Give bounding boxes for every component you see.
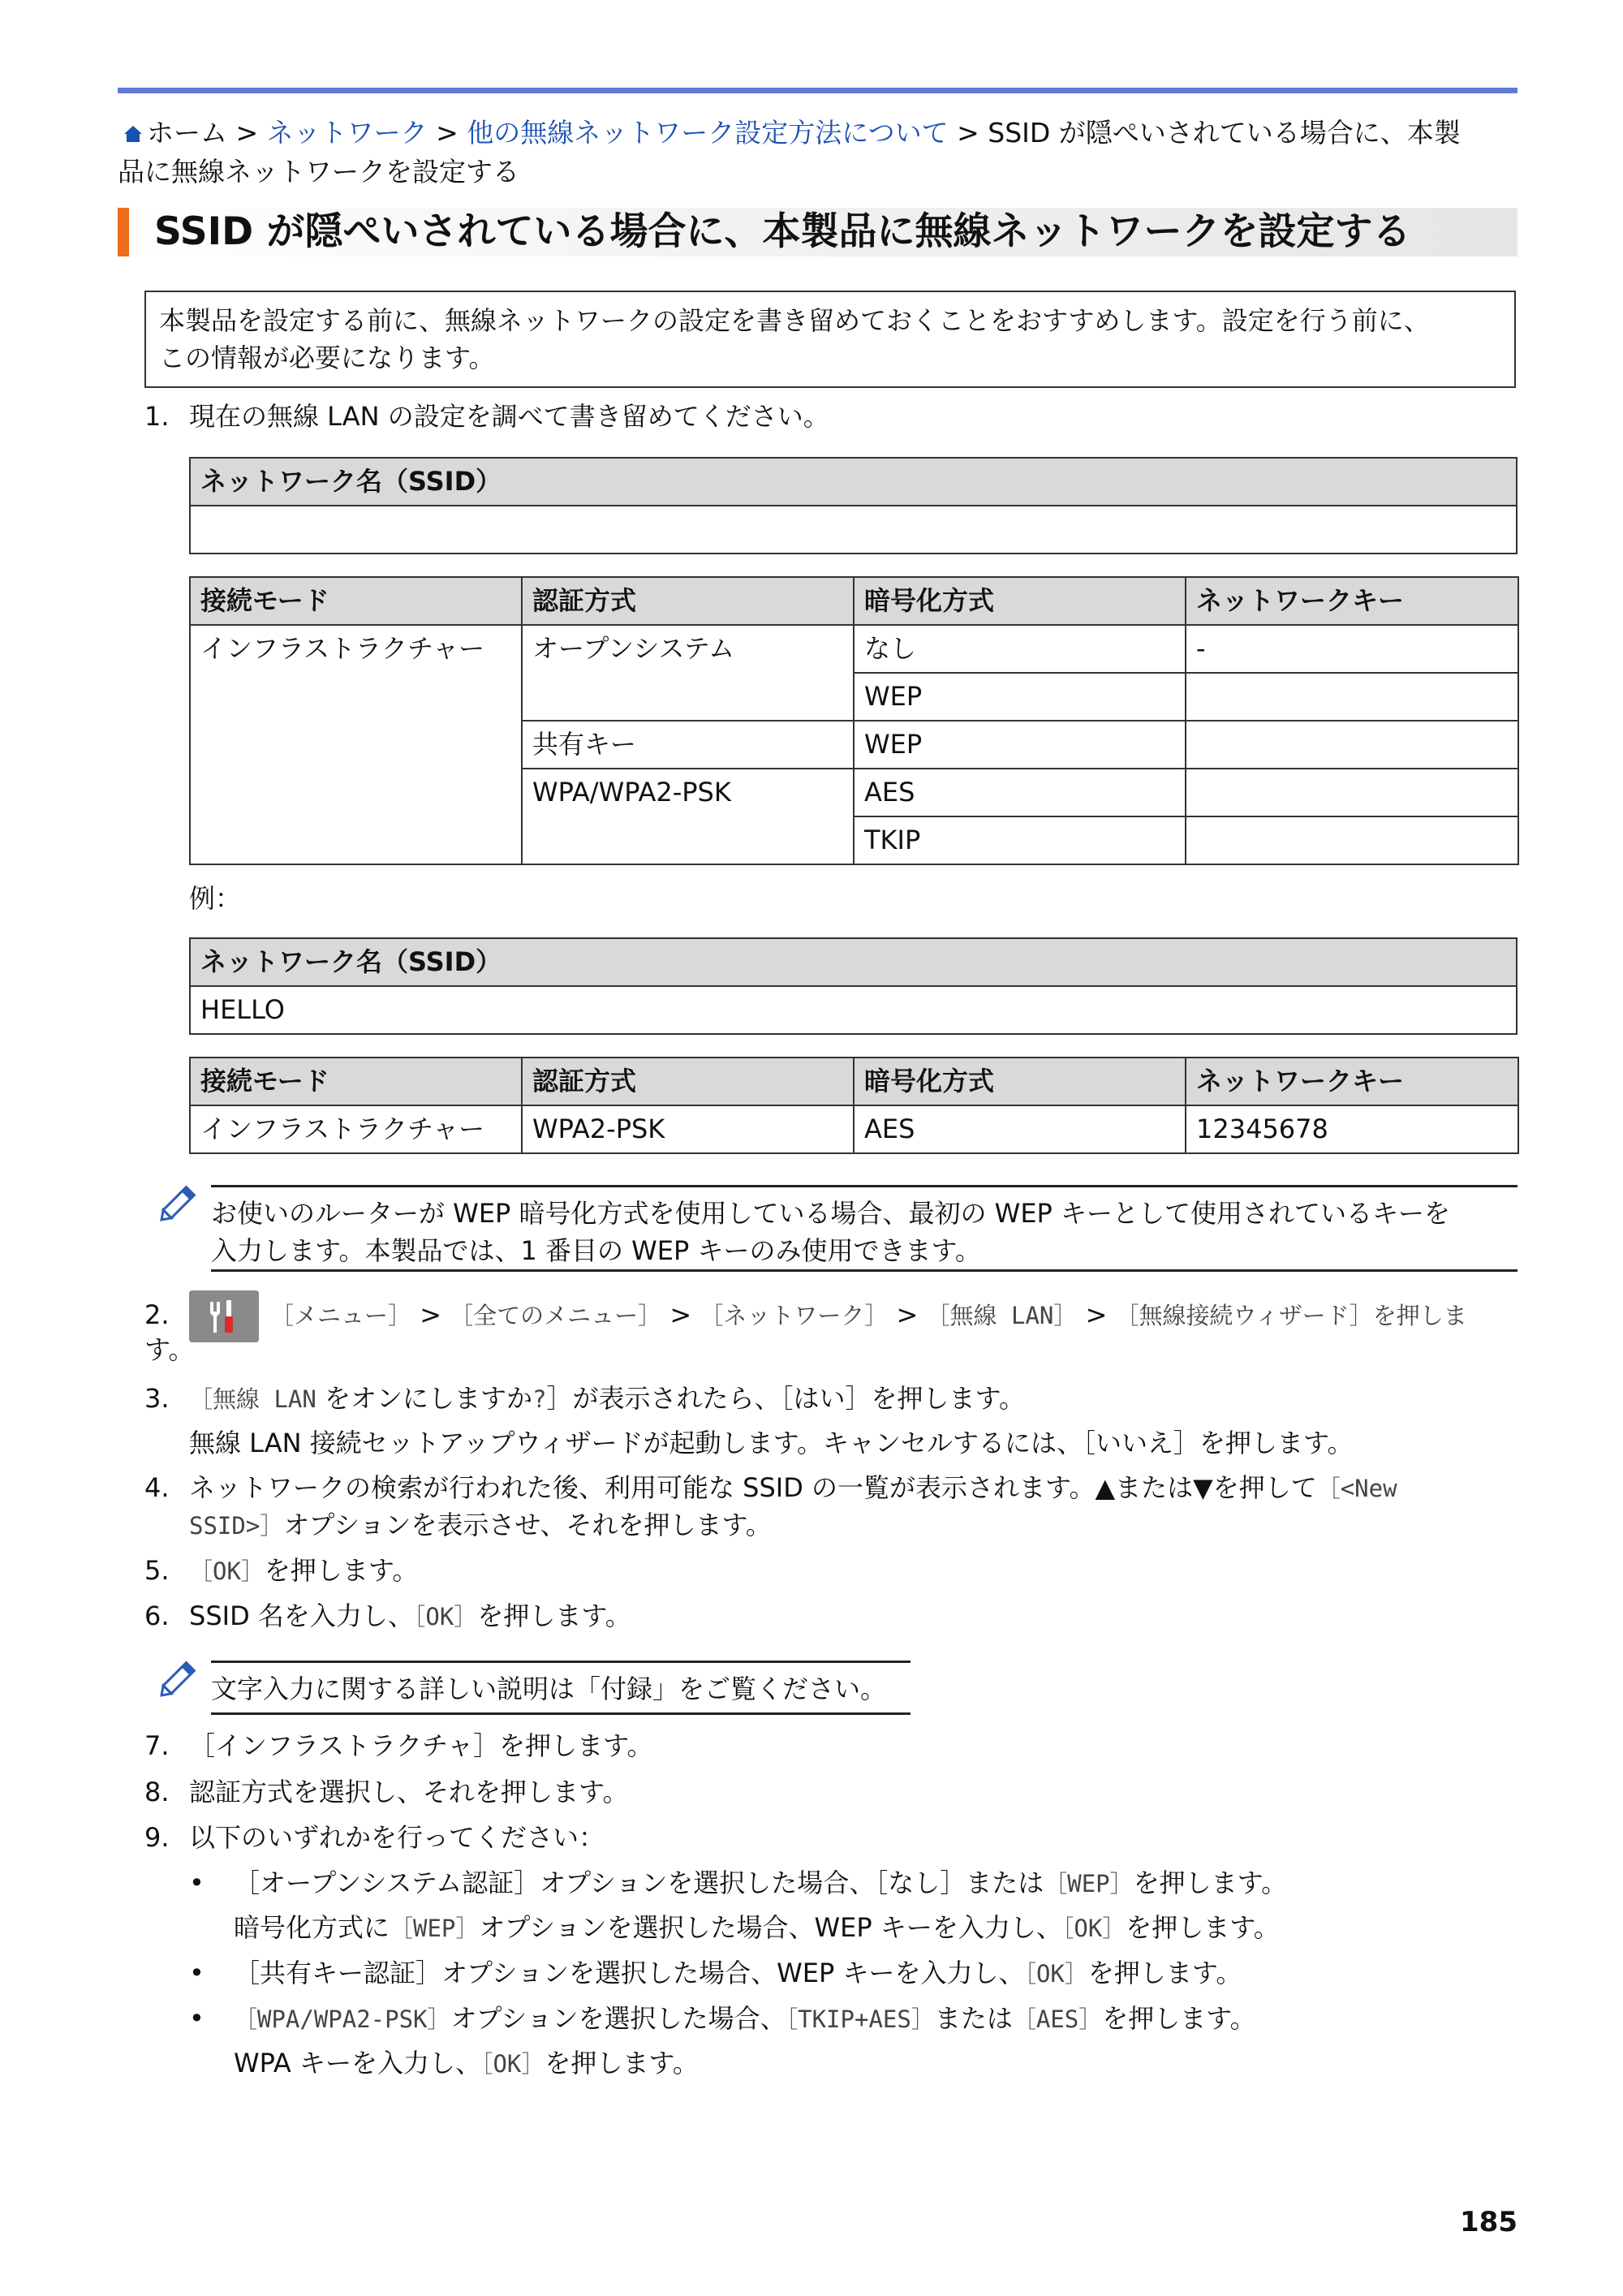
example-ssid-value: HELLO xyxy=(190,986,1517,1034)
page-number: 185 xyxy=(1460,2206,1518,2238)
col-header-auth: 認証方式 xyxy=(522,577,854,625)
ssid-value xyxy=(190,506,1517,554)
breadcrumb xyxy=(118,114,1518,192)
intro-note-line1: 本製品を設定する前に、無線ネットワークの設定を書き留めておくことをおすすめします。設定を行う前に、 xyxy=(159,305,1430,336)
ok-button-label[interactable]: ［OK］ xyxy=(1024,1960,1088,1988)
step-1 xyxy=(144,398,829,435)
tip-line1: お使いのルーターが WEP 暗号化方式を使用している場合、最初の WEP キーとして使用されているキーを xyxy=(211,1198,1451,1229)
all-menu-label[interactable]: ［全てのメニュー］ xyxy=(450,1302,662,1329)
wlan-menu-a: ［無線 xyxy=(926,1302,1011,1329)
step5-b: を押します。 xyxy=(264,1555,419,1586)
bullet-3 xyxy=(189,2000,1256,2038)
col-header-auth: 認証方式 xyxy=(522,1058,854,1105)
intro-note xyxy=(144,291,1516,388)
step3-c: をオンにしますか xyxy=(316,1383,533,1414)
step-3-detail: 無線 LAN 接続セットアップウィザードが起動します。キャンセルするには、［いいえ］を押します。 xyxy=(189,1428,1354,1458)
wep-option[interactable]: ［WEP］ xyxy=(1044,1870,1134,1898)
tkip-aes-option[interactable]: ［TKIP+AES］ xyxy=(786,2005,935,2033)
wpa-option[interactable]: ［WPA/WPA2-PSK］ xyxy=(234,2005,451,2033)
step-number: 8. xyxy=(144,1777,170,1807)
step-number: 6. xyxy=(144,1600,170,1631)
page-title: SSID が隠ぺいされている場合に、本製品に無線ネットワークを設定する xyxy=(154,209,1411,254)
cell-key xyxy=(1186,721,1518,769)
bullet1-a: ［オープンシステム認証］オプションを選択した場合、［なし］または xyxy=(234,1867,1044,1898)
step-text: ［インフラストラクチャ］を押します。 xyxy=(189,1730,653,1761)
tip-rule-bottom xyxy=(211,1712,911,1715)
cell-key xyxy=(1186,673,1518,721)
menu-sep: > xyxy=(1077,1299,1116,1330)
tip-rule-top xyxy=(211,1661,911,1663)
bullet1-l2c: オプションを選択した場合、WEP キーを入力し、 xyxy=(479,1912,1062,1943)
step-number: 1. xyxy=(144,401,170,432)
bullet3-f: を押します。 xyxy=(1102,2003,1256,2034)
header-rule xyxy=(118,88,1518,93)
bullet3-b: オプションを選択した場合、 xyxy=(450,2003,786,2034)
step-3 xyxy=(144,1380,1025,1418)
settings-menu-icon[interactable] xyxy=(189,1290,259,1342)
cell-enc: TKIP xyxy=(854,816,1186,864)
step3-b: LAN xyxy=(273,1385,316,1413)
step-2-cont: す。 xyxy=(144,1334,195,1365)
step4-a: ネットワークの検索が行われた後、利用可能な SSID の一覧が表示されます。▲または▼を押して xyxy=(189,1472,1317,1503)
cell-enc: WEP xyxy=(854,673,1186,721)
breadcrumb-link-network[interactable]: ネットワーク xyxy=(266,117,428,149)
menu-sep: > xyxy=(661,1299,700,1330)
cell-enc: なし xyxy=(854,625,1186,673)
bullet2-a: ［共有キー認証］オプションを選択した場合、WEP キーを入力し、 xyxy=(234,1958,1025,1988)
step-text: 現在の無線 LAN の設定を調べて書き留めてください。 xyxy=(189,401,829,432)
step3-a: ［無線 xyxy=(189,1385,274,1413)
ok-button-label[interactable]: ［OK］ xyxy=(413,1603,478,1630)
step-4-cont xyxy=(189,1506,772,1544)
step-7 xyxy=(144,1727,653,1764)
breadcrumb-sep: > xyxy=(427,117,467,149)
pencil-icon xyxy=(153,1175,206,1229)
step-2 xyxy=(144,1290,1467,1342)
bullet-1-cont xyxy=(234,1909,1280,1947)
cell-key xyxy=(1186,769,1518,816)
col-header-enc: 暗号化方式 xyxy=(854,577,1186,625)
step-number: 2. xyxy=(144,1299,170,1330)
wlan-menu-b: LAN xyxy=(1010,1302,1054,1329)
col-header-key: ネットワークキー xyxy=(1186,577,1518,625)
step3-d: ? xyxy=(532,1385,547,1413)
pencil-icon xyxy=(153,1651,206,1704)
menu-button-label[interactable]: ［メニュー］ xyxy=(270,1302,412,1329)
ok-button-label[interactable]: ［OK］ xyxy=(480,2050,545,2078)
tip-note: 文字入力に関する詳しい説明は「付録」をご覧ください。 xyxy=(211,1674,887,1704)
cell-key xyxy=(1186,816,1518,864)
bullet3-l2c: を押します。 xyxy=(545,2048,699,2078)
ok-button-label[interactable]: ［OK］ xyxy=(1061,1915,1126,1942)
bullet3-l2a: WPA キーを入力し、 xyxy=(234,2048,481,2078)
step-6 xyxy=(144,1597,631,1635)
step-9 xyxy=(144,1819,605,1856)
col-header-enc: 暗号化方式 xyxy=(854,1058,1186,1105)
cell-enc: AES xyxy=(854,1105,1186,1153)
bullet-2 xyxy=(189,1954,1242,1992)
breadcrumb-sep: > xyxy=(227,117,267,149)
menu-sep: > xyxy=(888,1299,927,1330)
tip-rule-top xyxy=(211,1185,1518,1187)
cell-mode: インフラストラクチャー xyxy=(190,625,522,864)
new-ssid-option[interactable]: ［<New xyxy=(1316,1475,1397,1502)
ssid-table xyxy=(189,457,1518,554)
step-number: 3. xyxy=(144,1383,170,1414)
breadcrumb-sep: > xyxy=(948,117,988,149)
wlan-menu-c: ］ xyxy=(1053,1302,1078,1329)
title-accent xyxy=(118,208,129,256)
breadcrumb-current: SSID が隠ぺいされている場合に、本製 xyxy=(988,117,1461,149)
breadcrumb-home[interactable]: ホーム xyxy=(147,117,227,149)
step-5 xyxy=(144,1552,418,1590)
cell-key: 12345678 xyxy=(1186,1105,1518,1153)
step-number: 5. xyxy=(144,1555,170,1586)
step6-a: SSID 名を入力し、 xyxy=(189,1600,414,1631)
cell-enc: WEP xyxy=(854,721,1186,769)
breadcrumb-current-cont: 品に無線ネットワークを設定する xyxy=(118,156,519,187)
wlan-menu-label[interactable] xyxy=(927,1302,1078,1329)
step-number: 9. xyxy=(144,1822,170,1853)
bullet-dot: • xyxy=(189,2003,204,2034)
step4-d: オプションを表示させ、それを押します。 xyxy=(283,1510,772,1540)
aes-option[interactable]: ［AES］ xyxy=(1012,2005,1103,2033)
intro-note-line2: この情報が必要になります。 xyxy=(159,342,495,373)
bullet1-c: を押します。 xyxy=(1133,1867,1288,1898)
ok-button-label[interactable]: ［OK］ xyxy=(189,1557,265,1585)
cell-key: - xyxy=(1186,625,1518,673)
menu-sep: > xyxy=(411,1299,450,1330)
bullet3-d: または xyxy=(934,2003,1013,2034)
tip-note xyxy=(211,1195,1450,1269)
example-ssid-header: ネットワーク名（SSID） xyxy=(190,938,1517,986)
bullet-3-cont xyxy=(234,2044,699,2083)
step-number: 7. xyxy=(144,1730,170,1761)
col-header-mode: 接続モード xyxy=(190,1058,522,1105)
bullet-1 xyxy=(189,1864,1287,1902)
bullet-dot: • xyxy=(189,1867,204,1898)
step-8 xyxy=(144,1773,628,1811)
col-header-mode: 接続モード xyxy=(190,577,522,625)
bullet1-l2e: を押します。 xyxy=(1126,1912,1280,1943)
new-ssid-option-cont[interactable]: SSID>］ xyxy=(189,1512,284,1540)
example-mode-table xyxy=(189,1057,1519,1154)
wizard-menu-label[interactable]: ［無線接続ウィザード］を押しま xyxy=(1115,1302,1467,1329)
example-ssid-table xyxy=(189,937,1518,1035)
cell-auth-wpa: WPA/WPA2-PSK xyxy=(522,769,854,864)
step-text: 認証方式を選択し、それを押します。 xyxy=(189,1777,629,1807)
ssid-header: ネットワーク名（SSID） xyxy=(190,458,1517,506)
network-menu-label[interactable]: ［ネットワーク］ xyxy=(700,1302,889,1329)
cell-auth-shared: 共有キー xyxy=(522,721,854,769)
bullet-dot: • xyxy=(189,1958,204,1988)
cell-auth: WPA2-PSK xyxy=(522,1105,854,1153)
cell-mode: インフラストラクチャー xyxy=(190,1105,522,1153)
cell-enc: AES xyxy=(854,769,1186,816)
mode-table xyxy=(189,576,1519,865)
bullet1-l2a: 暗号化方式に xyxy=(234,1912,390,1943)
tip-line2: 入力します。本製品では、1 番目の WEP キーのみ使用できます。 xyxy=(211,1235,981,1266)
example-label: 例： xyxy=(189,883,242,914)
bullet2-c: を押します。 xyxy=(1087,1958,1242,1988)
step-4 xyxy=(144,1469,1397,1507)
tip-rule-bottom xyxy=(211,1269,1518,1272)
step-text: 以下のいずれかを行ってください： xyxy=(189,1822,605,1853)
col-header-key: ネットワークキー xyxy=(1186,1058,1518,1105)
step3-e: ］が表示されたら、［はい］を押します。 xyxy=(546,1383,1025,1414)
wep-option[interactable]: ［WEP］ xyxy=(390,1915,480,1942)
cell-auth-open: オープンシステム xyxy=(522,625,854,721)
breadcrumb-link-other-wireless[interactable]: 他の無線ネットワーク設定方法について xyxy=(467,117,949,149)
step-number: 4. xyxy=(144,1472,170,1503)
step6-c: を押します。 xyxy=(477,1600,631,1631)
